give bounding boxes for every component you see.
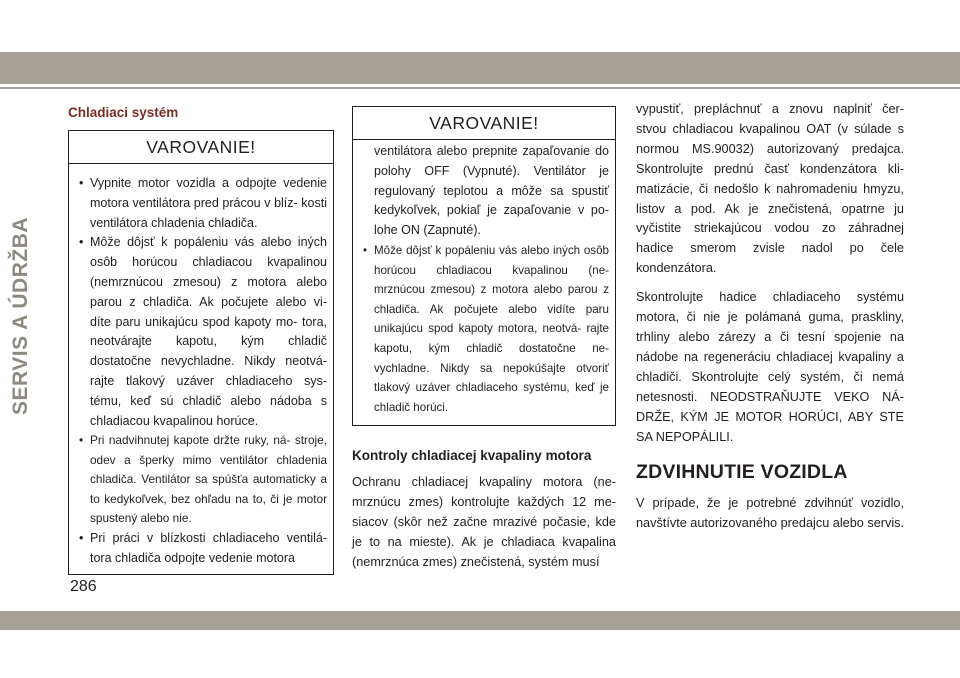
section-title: Chladiaci systém bbox=[68, 105, 179, 120]
warning-bullet: • Môže dôjsť k popáleniu vás alebo iných osôb horúcou chladiacou kvapalinou (ne- mrznúcou zmesou) z motora alebo parou z chladiča. Ak počujete alebo vidíte paru unikajúcu spod kapoty motora, neotvá- rajte kapotu, kým chladič dostatočne ne- vychladne. Nikdy sa nepokúšajte otvoriť tlakový uzáver chladiaceho systému, keď je chladič horúci. bbox=[363, 241, 609, 417]
warning-body bbox=[353, 140, 615, 425]
header-band bbox=[0, 52, 960, 84]
page-number: 286 bbox=[70, 578, 97, 595]
body-paragraph: vypustiť, prepláchnuť a znovu naplniť čer- stvou chladiacou kvapalinou OAT (v súlade s normou MS.90032) autorizovaný predajca. Skontrolujte prednú časť kondenzátora kli- matizácie, či nedošlo k nahromadeniu hmyzu, listov a pod. Ak je znečistená, opatrne ju vyčistite striekajúcou vodou zo záhradnej hadice smerom zvisle nadol po čele kondenzátora. bbox=[636, 102, 904, 276]
footer-band bbox=[0, 611, 960, 630]
warning-bullet: • Vypnite motor vozidla a odpojte vedenie motora ventilátora pred prácou v blíz- kosti ventilátora chladenia chladiča. bbox=[79, 174, 327, 233]
warning-body bbox=[69, 164, 333, 574]
column-right bbox=[636, 100, 904, 543]
header-rule bbox=[0, 87, 960, 89]
column-left bbox=[68, 100, 334, 575]
side-section-title-text: SERVIS A ÚDRŽBA bbox=[9, 216, 32, 416]
column-middle bbox=[352, 100, 616, 582]
subheading: Kontroly chladiacej kvapaliny motora bbox=[352, 448, 592, 464]
warning-title: VAROVANIE! bbox=[353, 107, 615, 140]
warning-continuation: ventilátora alebo prepnite zapaľovanie do polohy OFF (Vypnuté). Ventilátor je regulovaný teplotou a môže sa spustiť kedykoľvek, pokiaľ je zapaľovanie v po- lohe ON (Zapnuté). bbox=[374, 144, 609, 238]
warning-bullet: • Pri nadvihnutej kapote držte ruky, ná- stroje, odev a šperky mimo ventilátor chladenia chladiča. Ventilátor sa spúšťa automaticky a to kedykoľvek, bez ohľadu na to, či je motor spustený alebo nie. bbox=[79, 431, 327, 529]
body-paragraph: Skontrolujte hadice chladiaceho systému motora, či nie je polámaná guma, praskliny, trhliny alebo zárezy a či tesní spojenie na nádobe na regeneráciu chladiacej kvapaliny a chladiči. Skontrolujte celý systém, či nemá netesnosti. NEODSTRAŇUJTE VEKO NÁ- DRŽE, KÝM JE MOTOR HORÚCI, ABY STE SA NEPOPÁLILI. bbox=[636, 290, 904, 444]
warning-bullet: • Môže dôjsť k popáleniu vás alebo iných osôb horúcou chladiacou kvapalinou (nemrznúcou zmesou) z motora alebo parou z chladiča. Ak počujete alebo vi- díte paru unikajúcu spod kapoty mo- tora, neotvárajte kapotu, kým chladič dostatočne nevychladne. Nikdy neotvá- rajte tlakový uzáver chladiaceho sys- tému, keď sú chladič alebo nádoba s chladiacou kvapalinou horúce. bbox=[79, 233, 327, 431]
body-paragraph: Ochranu chladiacej kvapaliny motora (ne- mrznúcu zmes) kontrolujte každých 12 me- siacov (skôr než začne mrazivé počasie, kde je to na mieste). Ak je chladiaca kvapalina (nemrznúca zmes) znečistená, systém musí bbox=[352, 475, 616, 569]
warning-box bbox=[68, 130, 334, 575]
warning-bullet: • Pri práci v blízkosti chladiaceho ventilá- tora chladiča odpojte vedenie motora bbox=[79, 529, 327, 569]
section-heading: ZDVIHNUTIE VOZIDLA bbox=[636, 461, 848, 484]
warning-box-continued bbox=[352, 106, 616, 426]
body-paragraph: V prípade, že je potrebné zdvihnúť vozidlo, navštívte autorizovaného predajcu alebo servis. bbox=[636, 496, 905, 531]
warning-title: VAROVANIE! bbox=[69, 131, 333, 164]
